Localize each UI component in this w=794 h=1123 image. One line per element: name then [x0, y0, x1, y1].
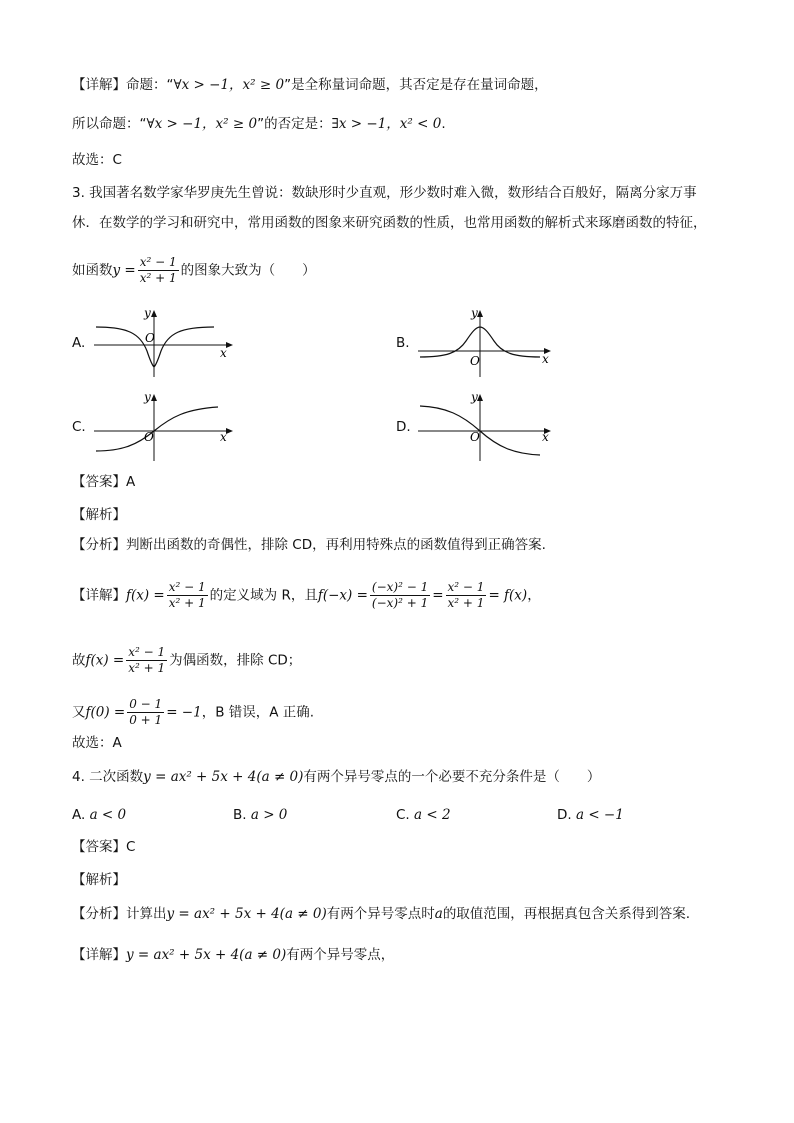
y-axis-arrow	[151, 394, 157, 401]
math: f(0) =	[85, 704, 126, 721]
graph-b	[416, 305, 561, 384]
math-negation: ∃x > −1，x² < 0	[331, 116, 442, 132]
x-label: x	[542, 430, 549, 444]
analysis-4-tag: 【解析】	[72, 872, 126, 888]
question-3-line-3	[72, 255, 316, 286]
math: f(−x) =	[317, 587, 368, 604]
origin-label: O	[145, 331, 155, 345]
analysis-3-tag: 【解析】	[72, 507, 126, 523]
y-axis-arrow	[477, 394, 483, 401]
text: 的图象大致为（ ）	[180, 262, 316, 279]
detail-3-line-1	[72, 580, 541, 611]
fraction	[127, 697, 164, 728]
text: 所以命题：“	[72, 116, 147, 132]
detail-line-negation	[72, 75, 548, 95]
question-3-line-1: 3. 我国著名数学家华罗庚先生曾说：数缺形时少直观，形少数时难入微，数形结合百般好，隔离分家万事	[72, 185, 697, 201]
detail-tag: 【详解】	[72, 77, 126, 93]
denominator: x² + 1	[168, 596, 206, 610]
detail-3-line-3	[72, 697, 314, 728]
text: 判断出函数的奇偶性，排除 CD，再利用特殊点的函数值得到正确答案.	[126, 537, 546, 553]
fraction	[370, 580, 430, 611]
analysis-3	[72, 535, 546, 555]
math-proposition: ∀x > −1，x² ≥ 0	[173, 77, 285, 93]
y-label: y	[144, 306, 151, 320]
y-label: y	[471, 306, 478, 320]
y-axis-arrow	[151, 310, 157, 317]
math: y = ax² + 5x + 4(a ≠ 0)	[166, 906, 327, 922]
text: ，B 错误，A 正确.	[201, 704, 315, 721]
graph-a-label: A.	[72, 335, 86, 351]
x-label: x	[542, 352, 549, 366]
x-axis-arrow	[226, 342, 233, 348]
graph-c	[92, 389, 237, 468]
option-label: C.	[396, 807, 410, 823]
curve	[96, 407, 218, 451]
curve	[96, 327, 214, 367]
text: 又	[72, 704, 86, 721]
denominator: (−x)² + 1	[371, 596, 429, 610]
select-3: 故选：A	[72, 735, 122, 751]
answer-3	[72, 472, 135, 492]
numerator: x² − 1	[139, 255, 177, 269]
option-label: A.	[72, 807, 86, 823]
numerator: x² − 1	[128, 645, 166, 659]
option-value: a > 0	[250, 807, 288, 823]
fraction	[138, 255, 179, 286]
text: ”是全称量词命题，其否定是存在量词命题，	[284, 77, 548, 93]
fraction	[446, 580, 487, 611]
text: 计算出	[126, 906, 167, 922]
text: 故	[72, 652, 86, 669]
origin-label: O	[470, 430, 480, 444]
analysis-tag: 【分析】	[72, 537, 126, 553]
q4-option-d	[557, 805, 624, 825]
math: f(x) =	[126, 587, 165, 604]
analysis-tag: 【分析】	[72, 906, 126, 922]
numerator: x² − 1	[447, 580, 485, 594]
denominator: 0 + 1	[129, 713, 163, 727]
detail-3-line-2	[72, 645, 301, 676]
graph-b-label: B.	[396, 335, 410, 351]
answer-value: A	[126, 474, 136, 490]
analysis-4	[72, 904, 690, 924]
origin-label: O	[470, 354, 480, 368]
text: 有两个异号零点的一个必要不充分条件是（ ）	[303, 769, 601, 785]
graph-d	[416, 389, 561, 468]
math: f(x) =	[85, 652, 125, 669]
y-label: y	[144, 390, 151, 404]
text: 为偶函数，排除 CD；	[169, 652, 302, 669]
q4-option-b	[233, 805, 287, 825]
text: 的取值范围，再根据真包含关系得到答案.	[442, 906, 691, 922]
denominator: x² + 1	[139, 271, 177, 285]
text: 如函数	[72, 262, 113, 279]
x-axis-arrow	[226, 428, 233, 434]
text: 有两个异号零点时	[326, 906, 435, 922]
option-label: B.	[233, 807, 247, 823]
text: 有两个异号零点，	[286, 947, 395, 963]
x-label: x	[220, 430, 227, 444]
math: y = ax² + 5x + 4(a ≠ 0)	[143, 769, 304, 785]
numerator: 0 − 1	[129, 697, 163, 711]
text: ，	[527, 587, 541, 604]
graph-d-label: D.	[396, 419, 411, 435]
y-axis-arrow	[477, 310, 483, 317]
math: = f(x)	[488, 587, 528, 604]
detail-4	[72, 945, 394, 965]
text: 4. 二次函数	[72, 769, 144, 785]
math: =	[432, 587, 444, 604]
graph-c-label: C.	[72, 419, 86, 435]
answer-value: C	[126, 839, 136, 855]
option-value: a < −1	[575, 807, 624, 823]
fraction	[126, 645, 167, 676]
answer-tag: 【答案】	[72, 839, 126, 855]
q4-option-a	[72, 805, 126, 825]
math: a	[434, 906, 443, 922]
answer-tag: 【答案】	[72, 474, 126, 490]
math: y = ax² + 5x + 4(a ≠ 0)	[126, 947, 287, 963]
math: y =	[112, 262, 136, 279]
detail-tag: 【详解】	[72, 587, 126, 604]
y-label: y	[471, 390, 478, 404]
text: 命题：“	[126, 77, 174, 93]
select-line: 故选：C	[72, 152, 122, 168]
option-value: a < 2	[414, 807, 451, 823]
x-label: x	[220, 346, 227, 360]
text: 的定义域为 R，且	[209, 587, 318, 604]
negation-result-line	[72, 114, 446, 134]
q4-option-c	[396, 805, 451, 825]
question-3-line-2: 休．在数学的学习和研究中，常用函数的图象来研究函数的性质，也常用函数的解析式来琢磨函数的特征，	[72, 215, 707, 231]
math: = −1	[166, 704, 202, 721]
numerator: x² − 1	[168, 580, 206, 594]
detail-tag: 【详解】	[72, 947, 126, 963]
numerator: (−x)² − 1	[371, 580, 429, 594]
denominator: x² + 1	[128, 661, 166, 675]
question-4	[72, 767, 600, 787]
fraction	[167, 580, 208, 611]
text: ”的否定是：	[257, 116, 332, 132]
option-value: a < 0	[89, 807, 127, 823]
origin-label: O	[144, 430, 154, 444]
answer-4	[72, 837, 135, 857]
denominator: x² + 1	[447, 596, 485, 610]
math-proposition: ∀x > −1，x² ≥ 0	[146, 116, 258, 132]
option-label: D.	[557, 807, 572, 823]
text: .	[441, 116, 446, 132]
graph-a	[92, 305, 237, 384]
